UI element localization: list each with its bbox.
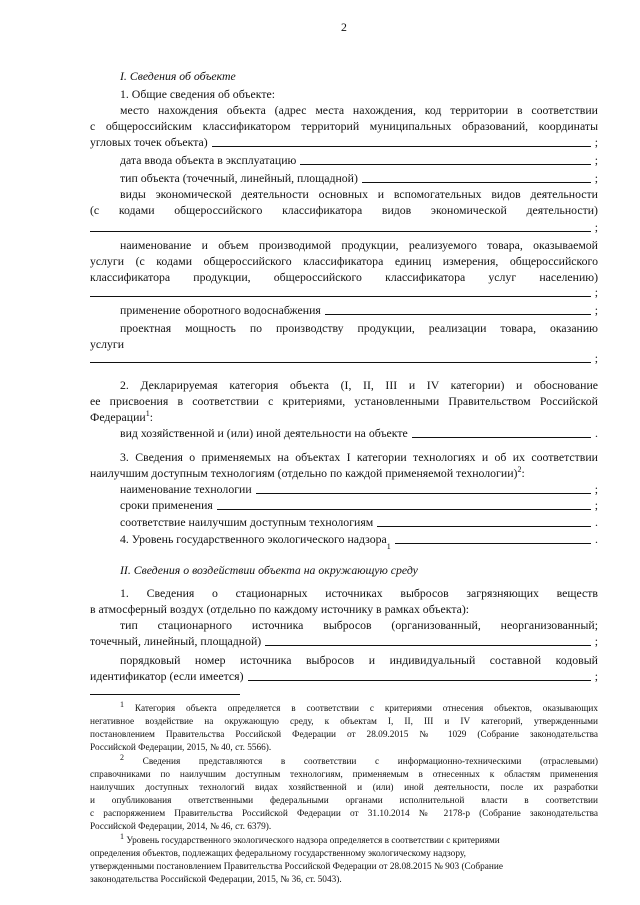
capacity-input[interactable] [90, 350, 591, 363]
semicolon: ; [594, 171, 598, 185]
colon: : [521, 466, 525, 480]
footnote-2-line-1 [120, 752, 598, 768]
footnote-2-line-3: наилучших доступных технологий видах хозяйственной и (или) иной деятельности, после их разработки [90, 783, 598, 793]
semicolon: ; [594, 303, 598, 317]
colon: : [149, 410, 153, 424]
date-label: дата ввода объекта в эксплуатацию [120, 153, 297, 167]
src-number-input[interactable] [248, 668, 591, 681]
activity-kind-field[interactable] [120, 425, 598, 441]
item2-line-2: ее присвоения в соответствии с критериями, установленными Правительством Российской [90, 394, 598, 408]
src-type-input[interactable] [265, 633, 590, 646]
semicolon: ; [594, 669, 598, 683]
products-field[interactable] [90, 284, 598, 300]
footnote-1-line-3: постановлением Правительства Российской Федерации от 28.09.2015 № 1029 (Собрание законодательства [90, 730, 598, 740]
date-field[interactable] [120, 152, 598, 168]
footnote-1-line-2: негативное воздействие на окружающую среду, к объектам I, II, III и IV категорий, утвержденными [90, 717, 598, 727]
date-input[interactable] [300, 152, 590, 165]
products-line-2: услуги (с кодами общероссийского классификатора единиц измерения, общероссийского [90, 254, 598, 268]
compliance-input[interactable] [377, 514, 591, 527]
item3-line-1: 3. Сведения о применяемых на объектах I категории технологиях и об их соответствии [120, 450, 598, 464]
type-field[interactable] [120, 170, 598, 186]
footnote-2-line-6: Российской Федерации, 2014, № 46, ст. 6379). [90, 822, 272, 832]
capacity-field[interactable] [90, 350, 598, 366]
footnote-2-mark: 2 [120, 752, 124, 762]
item4-field[interactable]: 4. Уровень государственного экологического надзора 1 . [120, 532, 598, 551]
item2-line-3-text: Федерации [90, 410, 146, 424]
semicolon: ; [594, 482, 598, 496]
footnote-1-line-1 [120, 699, 598, 715]
terms-label: сроки применения [120, 498, 213, 512]
period: . [595, 515, 598, 529]
footnote-3-line-3: утвержденными постановлением Правительства Российской Федерации от 28.08.2015 № 903 (Собрание [90, 862, 503, 872]
tech-name-label: наименование технологии [120, 482, 252, 496]
item4-input[interactable] [395, 531, 591, 544]
page-number: 2 [341, 20, 347, 34]
tech-name-field[interactable] [120, 481, 598, 497]
activity-field[interactable] [90, 219, 598, 235]
footnote-2-text-1: Сведения представляются в соответствии с информационно-техническими (отраслевыми) [142, 757, 598, 767]
products-line-3: классификатора продукции, общероссийского классификатора услуг населению) [90, 270, 598, 284]
footnote-3-line-2: определения объектов, подлежащих федеральному государственному экологическому надзору, [90, 849, 466, 859]
footnote-3-mark: 1 [120, 831, 124, 841]
item3-line-2 [90, 465, 598, 481]
src-number-field[interactable] [90, 668, 598, 684]
item4-label: 4. Уровень государственного экологического надзора [120, 532, 387, 546]
s2-item1-line-2: в атмосферный воздух (отдельно по каждому источнику в рамках объекта): [90, 602, 470, 616]
footnote-3-line-4: законодательства Российской Федерации, 2015, № 36, ст. 5043). [90, 875, 342, 885]
footnote-1-mark: 1 [120, 699, 124, 709]
water-label: применение оборотного водоснабжения [120, 303, 321, 317]
location-field[interactable] [90, 134, 598, 150]
activity-kind-label: вид хозяйственной и (или) иной деятельности на объекте [120, 426, 408, 440]
semicolon: ; [594, 153, 598, 167]
item2-line-1: 2. Декларируемая категория объекта (I, II, III и IV категории) и обоснование [120, 378, 598, 392]
src-number-line-1: порядковый номер источника выбросов и индивидуальный составной кодовый [120, 653, 598, 667]
location-input[interactable] [212, 134, 591, 147]
src-type-line-2: точечный, линейный, площадной) [90, 634, 262, 648]
src-number-line-2: идентификатор (если имеется) [90, 669, 244, 683]
period: . [595, 532, 598, 546]
type-input[interactable] [362, 170, 591, 183]
footnote-ref-2: 2 [517, 465, 522, 475]
location-line-3: угловых точек объекта) [90, 135, 208, 149]
footnote-2-line-2: справочниками по наилучшим доступным технологиям, применяемым в отнесенных к областям применения [90, 770, 598, 780]
capacity-line-2: услуги [90, 337, 125, 351]
compliance-label: соответствие наилучшим доступным технологиям [120, 515, 374, 529]
item3-line-2-text: наилучшим доступным технологиям (отдельно по каждой применяемой технологии) [90, 466, 518, 480]
type-label: тип объекта (точечный, линейный, площадной) [120, 171, 358, 185]
semicolon: ; [594, 285, 598, 299]
footnote-2-line-4: и опубликования ответственными федеральными органами исполнительной власти в соответствии [90, 796, 598, 806]
section2-heading: II. Сведения о воздействии объекта на окружающую среду [120, 563, 418, 577]
semicolon: ; [594, 634, 598, 648]
s2-item1-line-1: 1. Сведения о стационарных источниках выбросов загрязняющих веществ [120, 586, 598, 600]
location-line-1: место нахождения объекта (адрес места нахождения, код территории в соответствии [120, 103, 598, 117]
item1-title: 1. Общие сведения об объекте: [120, 87, 275, 101]
capacity-line-1: проектная мощность по производству продукции, реализации товара, оказанию [120, 321, 598, 335]
activity-input[interactable] [90, 219, 591, 232]
footnote-3-text-1: Уровень государственного экологического надзора определяется в соответствии с критериями [126, 836, 500, 846]
section1-heading: I. Сведения об объекте [120, 69, 236, 83]
activity-line-2: (с кодами общероссийского классификатора видов экономической деятельности) [90, 203, 598, 217]
semicolon: ; [594, 498, 598, 512]
products-input[interactable] [90, 284, 591, 297]
footnote-ref-1: 1 [145, 409, 150, 419]
src-type-field[interactable] [90, 633, 598, 649]
semicolon: ; [594, 220, 598, 234]
item2-line-3 [90, 409, 598, 425]
period: . [595, 426, 598, 440]
semicolon: ; [594, 351, 598, 365]
products-line-1: наименование и объем производимой продукции, реализуемого товара, оказываемой [120, 238, 598, 252]
footnote-1-text-1: Категория объекта определяется в соответствии с критериями отнесения объектов, оказывающих [134, 704, 598, 714]
tech-name-input[interactable] [256, 481, 591, 494]
activity-line-1: виды экономической деятельности основных и вспомогательных видов деятельности [120, 187, 598, 201]
water-field[interactable] [120, 302, 598, 318]
activity-kind-input[interactable] [412, 425, 591, 438]
location-line-2: с общероссийским классификатором территорий муниципальных образований, координаты [90, 119, 598, 133]
semicolon: ; [594, 135, 598, 149]
footnote-3-line-1 [120, 831, 598, 847]
footnote-1-line-4: Российской Федерации, 2015, № 40, ст. 5566). [90, 743, 272, 753]
water-input[interactable] [325, 302, 591, 315]
compliance-field[interactable] [120, 514, 598, 530]
src-type-line-1: тип стационарного источника выбросов (организованный, неорганизованный; [120, 618, 598, 632]
terms-field[interactable] [120, 497, 598, 513]
footnote-divider [90, 694, 240, 695]
terms-input[interactable] [217, 497, 591, 510]
footnote-2-line-5: с распоряжением Правительства Российской Федерации от 31.10.2014 № 2178-р (Собрание законодательства [90, 809, 598, 819]
